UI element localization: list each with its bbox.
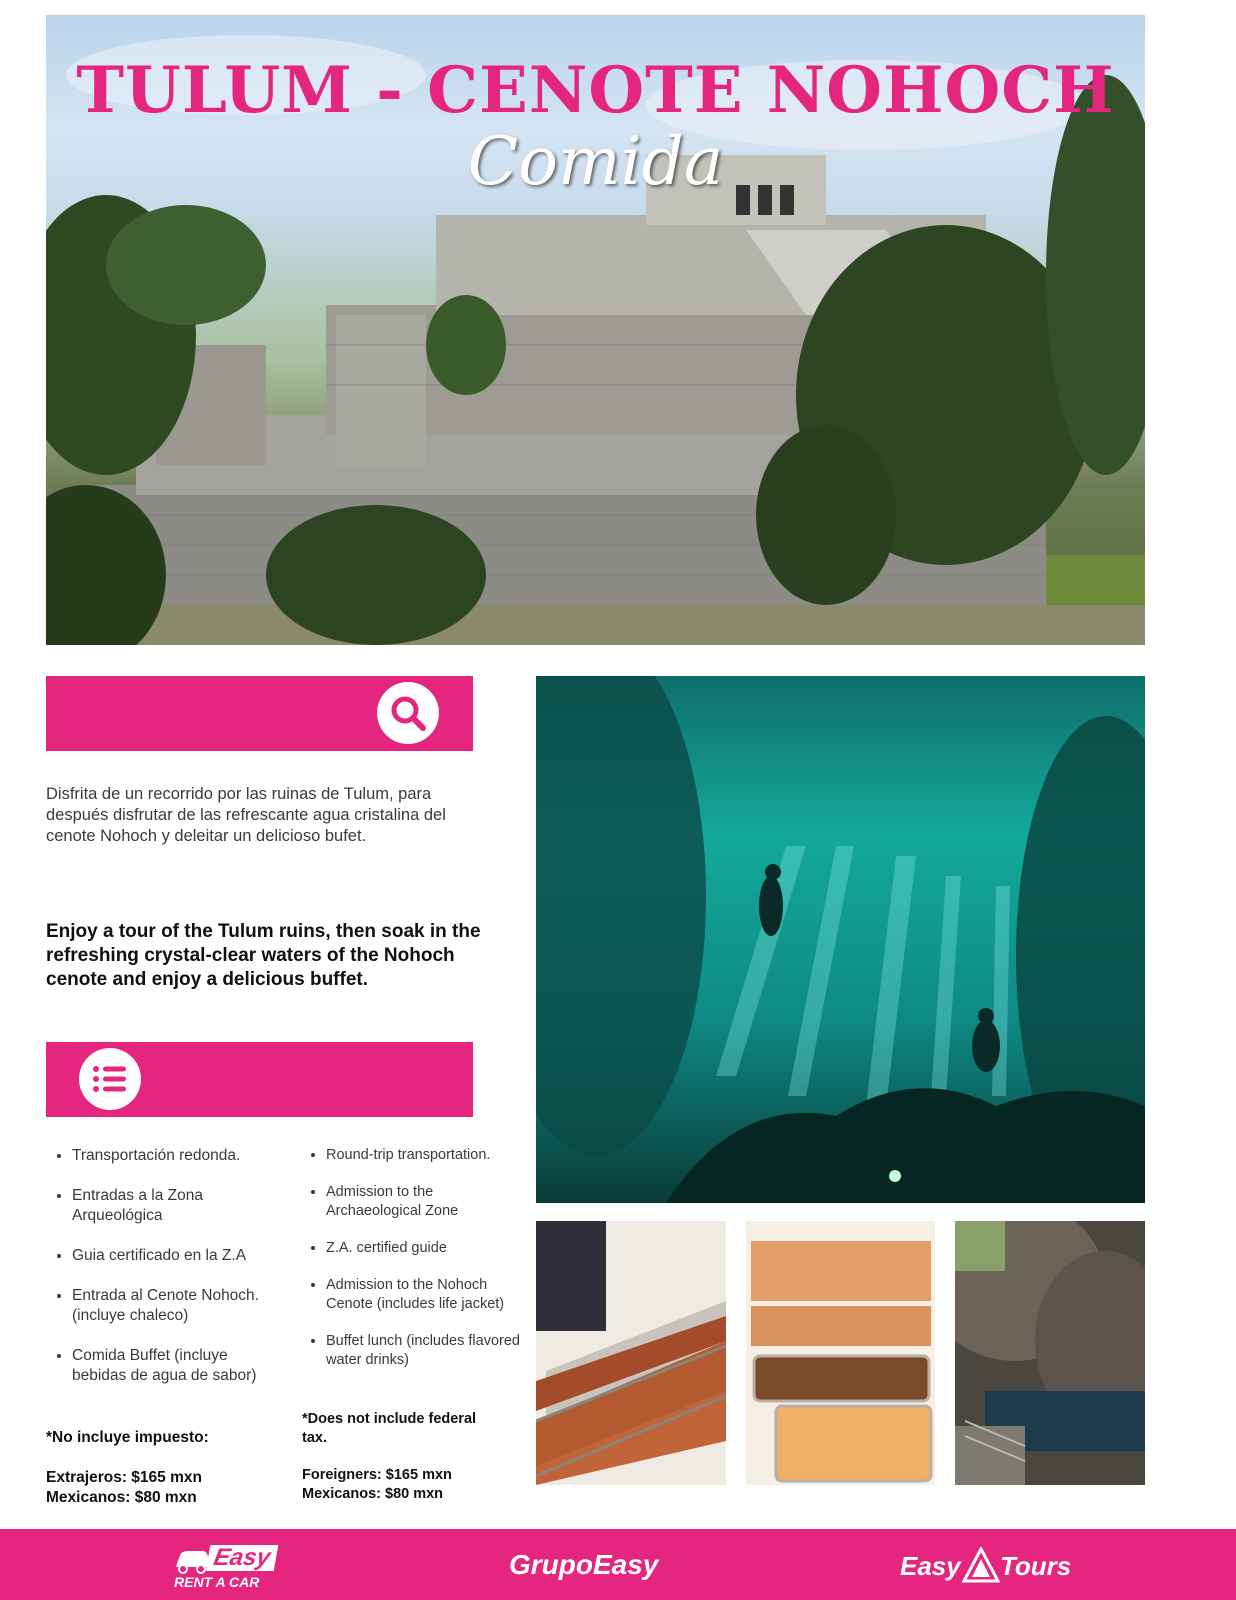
list-icon — [79, 1048, 141, 1110]
easy-rent-a-car-logo — [172, 1543, 282, 1593]
tax-note-english: *Does not include federal tax. — [302, 1411, 477, 1446]
buffet-photo-2 — [746, 1221, 935, 1485]
price-foreigners-spanish: Extrajeros: $165 mxn — [46, 1469, 202, 1486]
search-icon — [377, 682, 439, 744]
description-header-bar — [46, 676, 473, 751]
hero-title: TULUM - CENOTE NOHOCH — [76, 53, 1115, 128]
tax-note-spanish: *No incluye impuesto: — [46, 1429, 209, 1446]
hero-subtitle: Comida — [467, 123, 724, 200]
list-item: • Admission to the Archaeological Zone — [326, 1183, 520, 1221]
cenote-cave-photo — [955, 1221, 1145, 1485]
list-item: • Entrada al Cenote Nohoch. (incluye chaleco) — [72, 1286, 286, 1326]
includes-list-english — [300, 1146, 520, 1388]
easy-tours-right-text: Tours — [1000, 1551, 1072, 1581]
price-mexicans-english: Mexicanos: $80 mxn — [302, 1486, 444, 1502]
easy-tours-logo — [900, 1547, 1070, 1587]
description-english: Enjoy a tour of the Tulum ruins, then soak in the refreshing crystal-clear waters of the Nohoch cenote and enjoy a delicious buffet. — [46, 921, 481, 990]
pyramid-icon — [962, 1547, 1000, 1583]
list-item: • Admission to the Nohoch Cenote (includes life jacket) — [326, 1276, 520, 1314]
includes-header-bar — [46, 1042, 473, 1117]
list-item: • Z.A. certified guide — [326, 1239, 520, 1258]
hero-image — [46, 15, 1145, 645]
price-foreigners-english: Foreigners: $165 mxn — [302, 1467, 452, 1483]
includes-list-spanish — [46, 1146, 286, 1406]
rent-a-car-text: RENT A CAR — [174, 1574, 260, 1590]
price-mexicans-spanish: Mexicanos: $80 mxn — [46, 1489, 197, 1506]
description-spanish: Disfrita de un recorrido por las ruinas de Tulum, para después disfrutar de las refrescante agua cristalina del cenote Nohoch y deleitar un delicioso bufet. — [46, 785, 446, 845]
list-item: • Comida Buffet (incluye bebidas de agua de sabor) — [72, 1346, 286, 1386]
grupo-easy-logo: GrupoEasy — [509, 1549, 659, 1580]
list-item: • Round-trip transportation. — [326, 1146, 520, 1165]
buffet-photo-1 — [536, 1221, 726, 1485]
list-item: • Guia certificado en la Z.A — [72, 1246, 286, 1266]
list-item: • Entradas a la Zona Arqueológica — [72, 1186, 286, 1226]
cenote-diving-photo — [536, 676, 1145, 1203]
footer-brand-bar — [0, 1529, 1236, 1600]
list-item: • Transportación redonda. — [72, 1146, 286, 1166]
list-item: • Buffet lunch (includes flavored water drinks) — [326, 1332, 520, 1370]
easy-tours-left-text: Easy — [900, 1551, 961, 1581]
easy-logo-text: Easy — [206, 1545, 279, 1571]
